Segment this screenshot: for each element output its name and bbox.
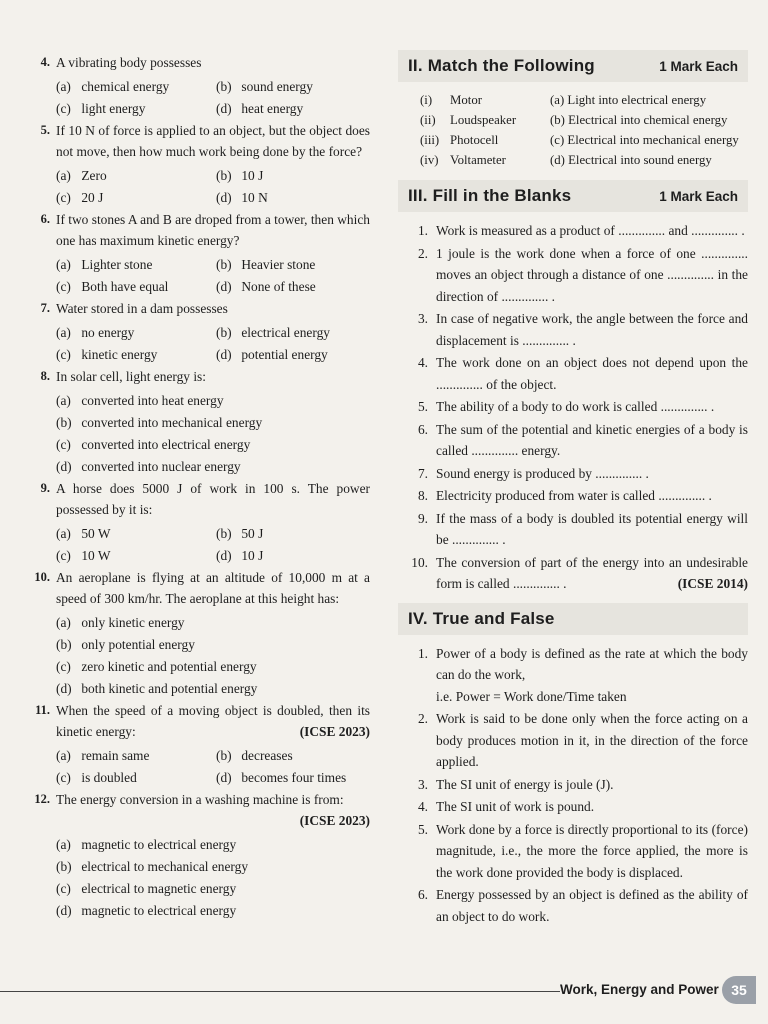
option: (d) 10 N xyxy=(216,190,268,205)
question-number: 7. xyxy=(40,301,50,315)
fill-item: 2. 1 joule is the work done when a force of one .............. moves an object through a distance of one .............. in the direction of .............. . xyxy=(417,245,748,304)
section-marks: 1 Mark Each xyxy=(659,58,738,74)
option: (a) converted into heat energy xyxy=(56,393,224,408)
question-6 xyxy=(28,209,370,298)
question-10 xyxy=(28,567,370,700)
option: (c) electrical to magnetic energy xyxy=(56,881,237,896)
option: (b) Heavier stone xyxy=(216,257,316,272)
match-index: (i) xyxy=(420,93,433,107)
option: (d) None of these xyxy=(216,279,316,294)
question-7 xyxy=(28,298,370,366)
match-right: (b) Electrical into chemical energy xyxy=(550,113,728,127)
question-5 xyxy=(28,120,370,209)
option: (c) converted into electrical energy xyxy=(56,437,251,452)
match-table xyxy=(420,90,748,170)
match-right: (d) Electrical into sound energy xyxy=(550,153,712,167)
fill-list xyxy=(398,220,748,595)
question-text: If two stones A and B are droped from a tower, then which one has maximum kinetic energy? xyxy=(56,212,370,248)
question-text: A horse does 5000 J of work in 100 s. The power possessed by it is: xyxy=(56,481,370,517)
tf-item: 2. Work is said to be done only when the force acting on a body produces motion in it, in the direction of the force applied. xyxy=(417,711,748,769)
option: (d) converted into nuclear energy xyxy=(56,459,241,474)
question-number: 10. xyxy=(34,570,50,584)
option: (d) becomes four times xyxy=(216,770,347,785)
tf-item: 6. Energy possessed by an object is defined as the ability of an object to do work. xyxy=(417,887,748,924)
section-header-true-false xyxy=(398,603,748,635)
option: (c) zero kinetic and potential energy xyxy=(56,659,257,674)
match-left: Photocell xyxy=(450,133,499,147)
fill-item: 6. The sum of the potential and kinetic energies of a body is called .............. energy. xyxy=(417,421,748,458)
question-text: An aeroplane is flying at an altitude of 10,000 m at a speed of 300 km/hr. The aeroplane at this height has: xyxy=(56,570,370,606)
option: (d) both kinetic and potential energy xyxy=(56,681,258,696)
chapter-title: Work, Energy and Power xyxy=(560,982,719,997)
option: (d) heat energy xyxy=(216,101,304,116)
option: (b) electrical energy xyxy=(216,325,330,340)
question-text: A vibrating body possesses xyxy=(56,55,202,70)
question-9 xyxy=(28,478,370,567)
match-left: Loudspeaker xyxy=(450,113,517,127)
tf-item: 5. Work done by a force is directly proportional to its (force) magnitude, i.e., the more the force applied, the more is the work done provided the body is displaced. xyxy=(417,821,748,880)
option: (b) 10 J xyxy=(216,168,264,183)
section-title: IV. True and False xyxy=(408,608,555,628)
option: (b) electrical to mechanical energy xyxy=(56,859,249,874)
fill-item: 5. The ability of a body to do work is called .............. . xyxy=(417,399,715,414)
tf-item: 4. The SI unit of work is pound. xyxy=(417,799,595,814)
question-text: When the speed of a moving object is doubled, then its kinetic energy: xyxy=(56,703,370,739)
question-4 xyxy=(28,52,370,120)
option: (a) 50 W xyxy=(56,526,111,541)
match-left: Voltameter xyxy=(450,153,506,167)
question-text: Water stored in a dam possesses xyxy=(56,301,228,316)
source-tag: (ICSE 2014) xyxy=(677,576,748,591)
question-8 xyxy=(28,366,370,478)
option: (d) potential energy xyxy=(216,347,328,362)
question-number: 6. xyxy=(40,212,50,226)
match-right: (c) Electrical into mechanical energy xyxy=(550,133,739,147)
question-number: 12. xyxy=(34,792,50,806)
section-title: II. Match the Following xyxy=(408,56,595,75)
right-column xyxy=(398,50,748,928)
option: (a) Zero xyxy=(56,168,107,183)
fill-item: 3. In case of negative work, the angle between the force and displacement is .............. . xyxy=(417,311,748,348)
question-number: 11. xyxy=(35,703,50,717)
question-number: 5. xyxy=(40,123,50,137)
true-false-list xyxy=(398,643,748,928)
fill-item: 1. Work is measured as a product of .............. and .............. . xyxy=(417,223,745,238)
option: (c) Both have equal xyxy=(56,279,169,294)
fill-item: 4. The work done on an object does not depend upon the .............. of the object. xyxy=(417,355,748,392)
tf-item: 1. Power of a body is defined as the rate at which the body can do the work, i.e. Power = Work done/Time taken xyxy=(417,645,748,704)
fill-item: 8. Electricity produced from water is called .............. . xyxy=(417,488,712,503)
fill-item: 10. The conversion of part of the energy into an undesirable form is called .............. . (ICSE 2014) xyxy=(398,552,748,595)
source-tag: (ICSE 2023) xyxy=(299,813,370,828)
option: (c) is doubled xyxy=(56,770,137,785)
option: (a) remain same xyxy=(56,748,150,763)
page-number: 35 xyxy=(722,976,756,1004)
option: (a) only kinetic energy xyxy=(56,615,185,630)
question-text: If 10 N of force is applied to an object, but the object does not move, then how much work being done by the force? xyxy=(56,123,370,159)
option: (a) Lighter stone xyxy=(56,257,153,272)
option: (b) sound energy xyxy=(216,79,313,94)
match-index: (ii) xyxy=(420,113,436,127)
option: (a) no energy xyxy=(56,325,135,340)
option: (c) light energy xyxy=(56,101,146,116)
fill-item: 9. If the mass of a body is doubled its potential energy will be .............. . xyxy=(417,510,748,547)
option: (b) 50 J xyxy=(216,526,264,541)
option: (c) 20 J xyxy=(56,190,104,205)
question-11 xyxy=(28,700,370,789)
section-title: III. Fill in the Blanks xyxy=(408,186,572,205)
match-index: (iv) xyxy=(420,153,439,167)
question-number: 9. xyxy=(40,481,50,495)
option: (d) 10 J xyxy=(216,548,264,563)
option: (d) magnetic to electrical energy xyxy=(56,903,237,918)
option: (b) only potential energy xyxy=(56,637,195,652)
question-text: The energy conversion in a washing machine is from: xyxy=(56,792,344,807)
option: (b) converted into mechanical energy xyxy=(56,415,263,430)
option: (a) magnetic to electrical energy xyxy=(56,837,237,852)
section-header-match xyxy=(398,50,748,82)
option: (a) chemical energy xyxy=(56,79,170,94)
match-right: (a) Light into electrical energy xyxy=(550,93,707,107)
match-left: Motor xyxy=(450,93,482,107)
section-marks: 1 Mark Each xyxy=(659,188,738,204)
match-index: (iii) xyxy=(420,133,440,147)
question-text: In solar cell, light energy is: xyxy=(56,369,206,384)
fill-item: 7. Sound energy is produced by .............. . xyxy=(417,465,649,481)
question-12 xyxy=(28,789,370,922)
option: (c) 10 W xyxy=(56,548,111,563)
tf-item: 3. The SI unit of energy is joule (J). xyxy=(417,776,614,792)
question-number: 8. xyxy=(40,369,50,383)
question-number: 4. xyxy=(40,55,50,69)
source-tag: (ICSE 2023) xyxy=(299,724,370,739)
option: (b) decreases xyxy=(216,748,293,763)
section-header-fill xyxy=(398,180,748,212)
option: (c) kinetic energy xyxy=(56,347,158,362)
left-column xyxy=(28,52,370,922)
footer-rule xyxy=(0,991,560,992)
